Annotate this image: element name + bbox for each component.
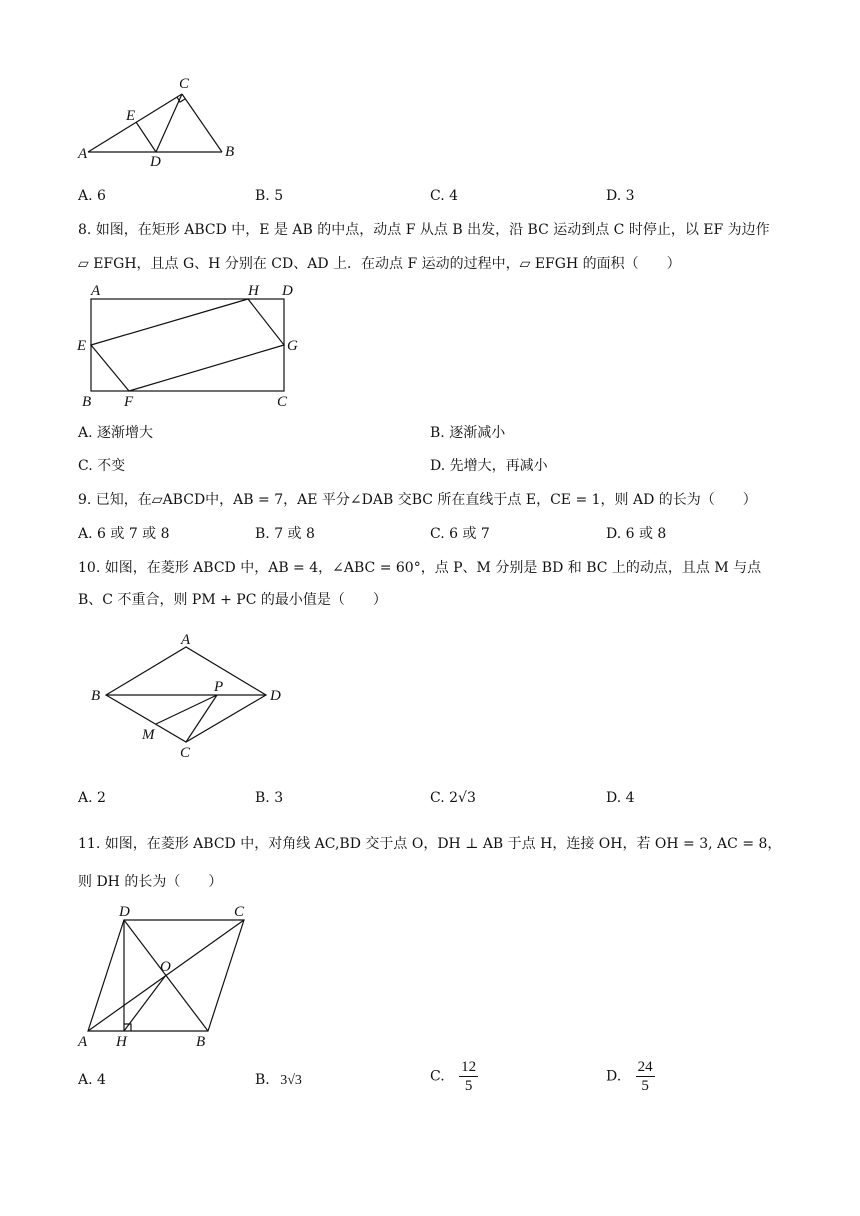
- q8-option-a: A. 逐渐增大: [78, 425, 154, 441]
- q11-option-c: [430, 1058, 478, 1095]
- q11-option-c-denominator: 5: [464, 1078, 473, 1094]
- q11-label-o: O: [160, 959, 171, 975]
- q11-label-h: H: [116, 1034, 127, 1050]
- q7-option-c: C. 4: [430, 188, 459, 204]
- q9-stem: 9. 已知，在▱ABCD中，AB = 7，AE 平分∠DAB 交BC 所在直线于点 E，CE = 1，则 AD 的长为（ ）: [78, 492, 757, 508]
- q10-label-a: A: [181, 632, 191, 648]
- q7-label-e: E: [126, 108, 136, 124]
- q9-option-d: D. 6 或 8: [606, 526, 667, 542]
- q11-option-c-fraction: [459, 1058, 478, 1095]
- q11-option-d-fraction: [636, 1058, 655, 1095]
- q10-stem-line1: 10. 如图，在菱形 ABCD 中，AB = 4，∠ABC = 60°，点 P、M 分别是 BD 和 BC 上的动点，且点 M 与点: [78, 560, 762, 576]
- q11-stem-line1: 11. 如图，在菱形 ABCD 中，对角线 AC,BD 交于点 O，DH ⊥ AB 于点 H，连接 OH，若 OH = 3, AC = 8，: [78, 836, 782, 852]
- q11-option-c-numerator: 12: [461, 1059, 477, 1075]
- q10-label-m: M: [142, 727, 155, 743]
- q8-figure: [72, 280, 312, 412]
- q11-option-d-denominator: 5: [641, 1078, 649, 1094]
- q11-figure: [72, 900, 262, 1050]
- q10-label-d: D: [270, 688, 281, 704]
- q10-option-d: D. 4: [606, 790, 635, 806]
- q8-label-f: F: [124, 394, 134, 410]
- q11-option-d: [606, 1058, 655, 1095]
- q9-option-c: C. 6 或 7: [430, 526, 490, 542]
- q8-option-c: C. 不变: [78, 458, 126, 474]
- q7-label-a: A: [78, 146, 88, 162]
- q10-label-b: B: [91, 688, 101, 704]
- q10-stem-line2: B、C 不重合，则 PM + PC 的最小值是（ ）: [78, 592, 387, 608]
- q11-option-a: A. 4: [78, 1072, 106, 1088]
- q10-option-c: C. 2√3: [430, 790, 476, 806]
- q11-option-b: [255, 1070, 302, 1091]
- q7-option-a: A. 6: [78, 188, 106, 204]
- q8-label-h: H: [248, 283, 259, 299]
- q7-label-d: D: [150, 154, 161, 170]
- q11-option-c-prefix: C.: [430, 1068, 445, 1085]
- q7-label-c: C: [179, 76, 190, 92]
- q11-option-b-value: 3√3: [280, 1073, 302, 1088]
- q11-label-b: B: [196, 1034, 206, 1050]
- q11-label-d: D: [119, 904, 130, 920]
- q8-option-b: B. 逐渐减小: [430, 425, 506, 441]
- q8-label-a: A: [91, 283, 101, 299]
- q7-option-b: B. 5: [255, 188, 284, 204]
- q8-label-c: C: [277, 394, 288, 410]
- q10-option-b: B. 3: [255, 790, 284, 806]
- q11-option-d-prefix: D.: [606, 1068, 622, 1085]
- q7-label-b: B: [225, 144, 235, 160]
- q8-label-g: G: [287, 338, 298, 354]
- q8-option-d: D. 先增大，再减小: [430, 458, 548, 474]
- q11-stem-line2: 则 DH 的长为（ ）: [78, 874, 223, 890]
- q10-figure: [80, 628, 300, 766]
- q8-label-e: E: [77, 338, 87, 354]
- q7-option-d: D. 3: [606, 188, 635, 204]
- q9-option-a: A. 6 或 7 或 8: [78, 526, 170, 542]
- q8-label-b: B: [82, 394, 92, 410]
- q11-option-d-numerator: 24: [637, 1059, 653, 1075]
- q11-label-a: A: [78, 1034, 88, 1050]
- q10-label-p: P: [214, 679, 224, 695]
- q11-label-c: C: [234, 904, 245, 920]
- q8-stem-line1: 8. 如图，在矩形 ABCD 中，E 是 AB 的中点，动点 F 从点 B 出发，沿 BC 运动到点 C 时停止，以 EF 为边作: [78, 222, 770, 238]
- q11-option-b-prefix: B.: [255, 1072, 270, 1088]
- q8-stem-line2: ▱ EFGH，且点 G、H 分别在 CD、AD 上．在动点 F 运动的过程中，▱ EFGH 的面积（ ）: [78, 256, 681, 272]
- q10-label-c: C: [180, 745, 191, 761]
- q10-option-a: A. 2: [78, 790, 106, 806]
- q7-figure: [70, 72, 250, 172]
- q8-label-d: D: [282, 283, 293, 299]
- q9-option-b: B. 7 或 8: [255, 526, 315, 542]
